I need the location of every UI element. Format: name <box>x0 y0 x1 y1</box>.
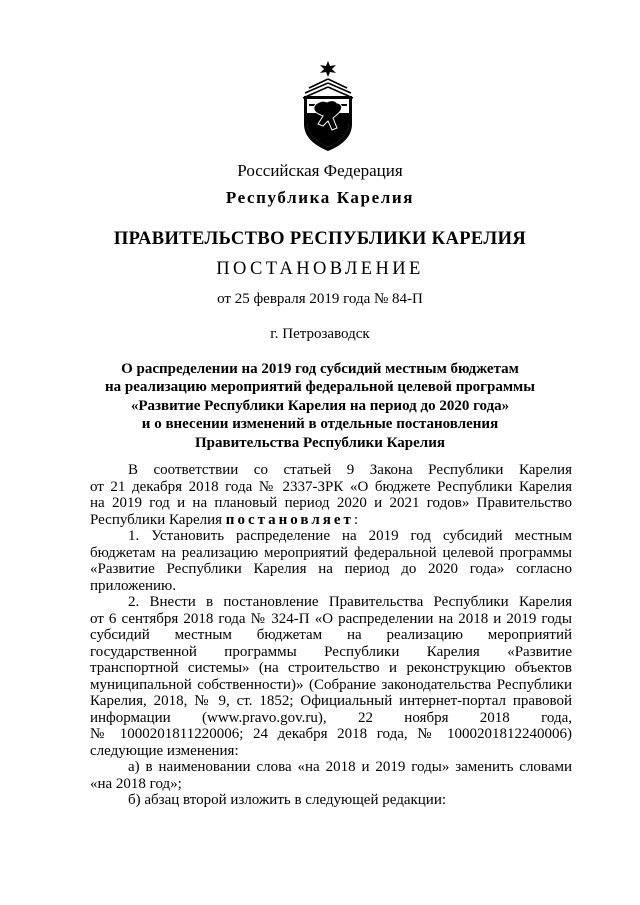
star-icon <box>320 61 336 77</box>
clause-2-paragraph <box>90 594 572 759</box>
text-line: В соответствии со статьей 9 Закона Республики Карелия <box>128 462 572 478</box>
text-line: следующие изменения: <box>90 742 239 759</box>
text-line: транспортной системы» (на строительство и реконструкцию объектов <box>90 660 572 676</box>
document-city: г. Петрозаводск <box>270 326 370 342</box>
text-line: № 1000201811220006; 24 декабря 2018 года, № 1000201812240006) <box>90 726 572 742</box>
title-line: «Развитие Республики Карелия на период до 2020 года» <box>130 397 510 414</box>
text-fragment: Республики Карелия <box>90 511 226 528</box>
document-body <box>90 462 572 809</box>
clause-1-paragraph <box>90 528 572 594</box>
subclause-b-paragraph <box>90 792 572 809</box>
text-line: а) в наименовании слова «на 2018 и 2019 годы» заменить словами <box>128 759 572 775</box>
text-line: приложению. <box>90 577 177 594</box>
government-name: ПРАВИТЕЛЬСТВО РЕСПУБЛИКИ КАРЕЛИЯ <box>113 229 527 249</box>
text-line: «на 2018 год»; <box>90 775 182 792</box>
text-line: Карелия, 2018, № 9, ст. 1852; Официальный интернет-портал правовой <box>90 693 572 709</box>
text-line: государственной программы Республики Карелия «Развитие <box>90 643 572 660</box>
text-line: от 6 сентября 2018 года № 324-П «О распределении на 2018 и 2019 годы <box>90 610 572 627</box>
preamble-paragraph <box>90 462 572 528</box>
document-type: ПОСТАНОВЛЕНИЕ <box>216 259 424 279</box>
text-line: от 21 декабря 2018 года № 2337-ЗРК «О бюджете Республики Карелия <box>90 478 572 495</box>
text-line: «Развитие Республики Карелия на период до 2020 года» согласно <box>90 561 572 577</box>
text-fragment: : <box>353 511 359 528</box>
document-date-number: от 25 февраля 2019 года № 84-П <box>217 291 423 307</box>
text-line: информации (www.pravo.gov.ru), 22 ноября 2018 года, <box>90 709 572 726</box>
text-line: 1. Установить распределение на 2019 год субсидий местным <box>128 528 572 544</box>
text-line: б) абзац второй изложить в следующей редакции: <box>128 792 447 808</box>
text-line: на 2019 год и на плановый период 2020 и 2021 годов» Правительство <box>90 495 572 511</box>
subclause-a-paragraph <box>90 759 572 792</box>
text-line <box>90 512 572 529</box>
republic-name: Республика Карелия <box>225 188 415 207</box>
text-line: бюджетам на реализацию мероприятий федеральной целевой программы <box>90 544 572 561</box>
title-line: О распределении на 2019 год субсидий местным бюджетам <box>121 361 519 377</box>
decree-keyword: постановляет <box>225 511 354 528</box>
text-line: субсидий местным бюджетам на реализацию мероприятий <box>90 627 572 643</box>
text-line: муниципальной собственности)» (Собрание законодательства Республики <box>90 676 572 693</box>
coat-of-arms <box>299 60 357 152</box>
title-line: и о внесении изменений в отдельные постановления <box>141 416 499 433</box>
text-line: 2. Внести в постановление Правительства Республики Карелия <box>128 594 572 610</box>
document-title <box>80 360 560 452</box>
country-name: Российская Федерация <box>237 161 403 180</box>
title-line: Правительства Республики Карелия <box>195 434 445 451</box>
title-line: на реализацию мероприятий федеральной целевой программы <box>105 379 535 396</box>
